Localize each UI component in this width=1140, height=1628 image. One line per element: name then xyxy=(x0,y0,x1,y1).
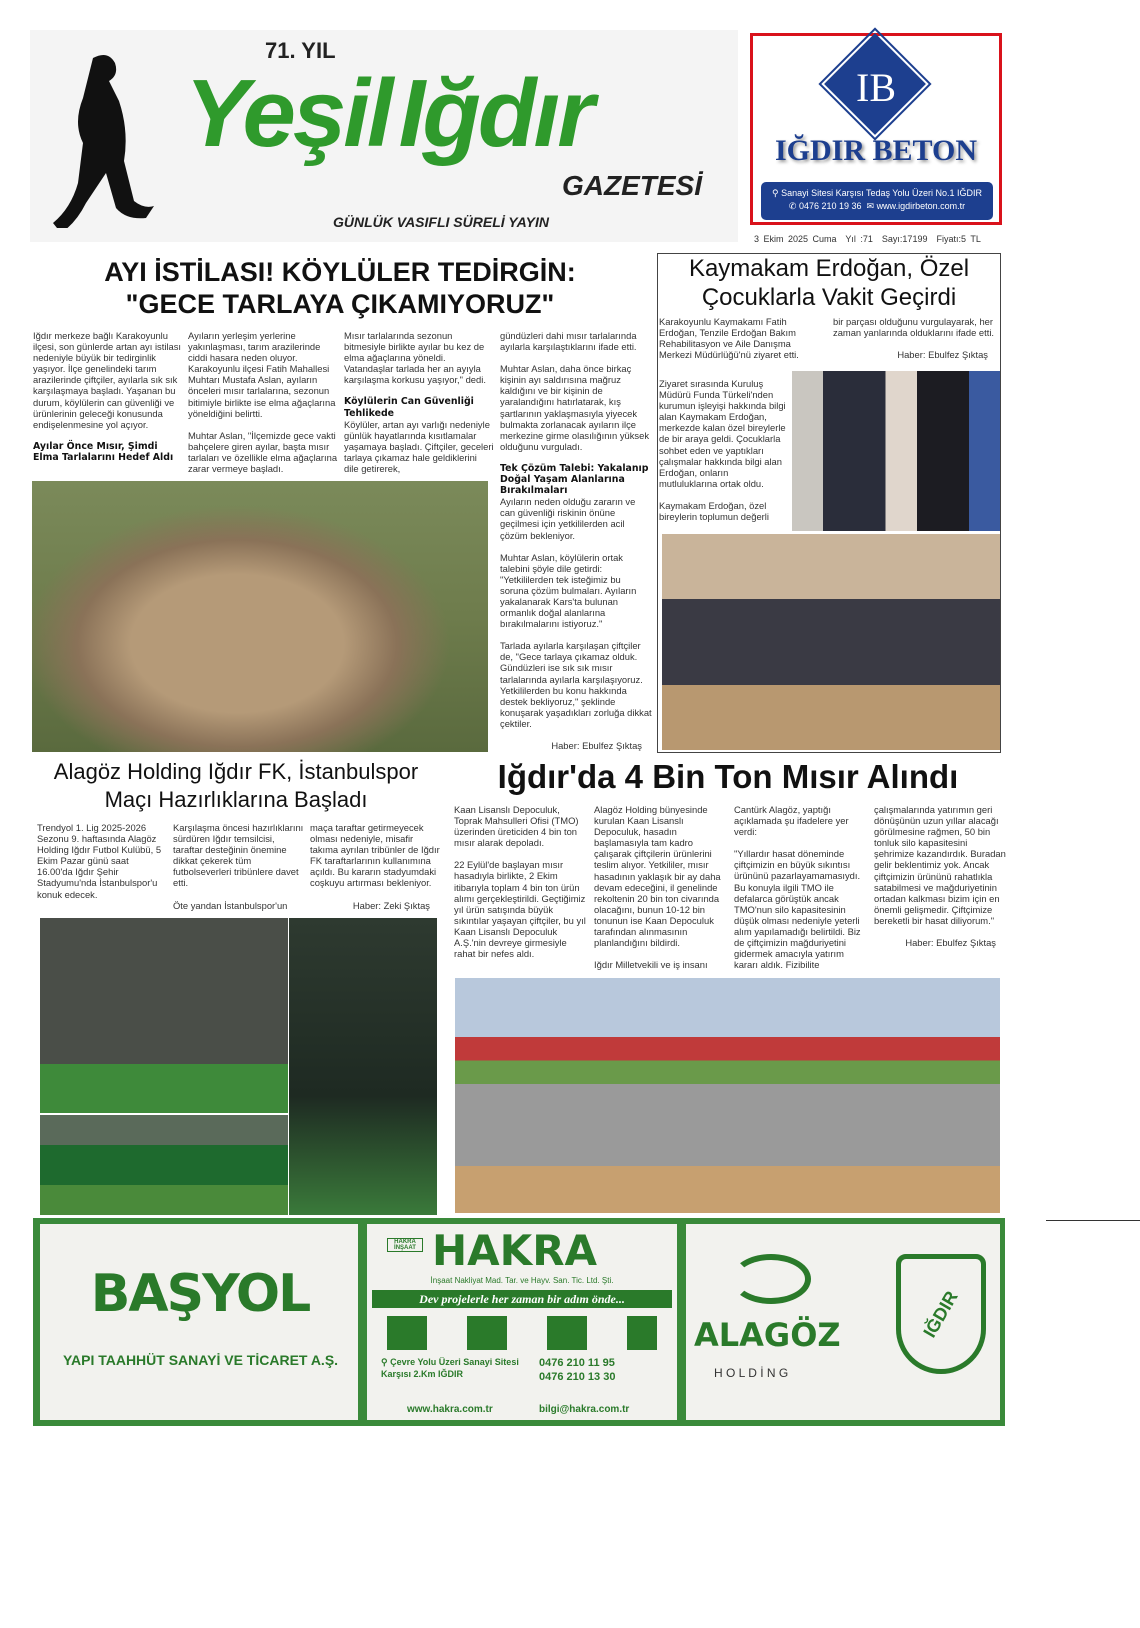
hakra-line: İnşaat Nakliyat Mad. Tar. ve Hayv. San. Tic. Ltd. Şti. xyxy=(430,1276,614,1285)
byline: Haber: Zeki Şıktaş xyxy=(352,899,430,911)
paragraph: Iğdır merkeze bağlı Karakoyunlu ilçesi, son günlerde artan ayı istilası nedeniyle büyük bir tedirginlik yaşıyor. İlçe genelindeki tarım arazilerinde çiftçiler, ayılarla sık sık karşılaşmaya başladı. Yaşanan bu durum, köylülerin can güvenliği ve ürünlerinin geleceği konusunda endişelenmesine yol açıyor. xyxy=(33,330,181,430)
byline: Haber: Ebulfez Şıktaş xyxy=(551,740,642,751)
paragraph: Tarlada ayılarla karşılaşan çiftçiler de, "Gece tarlaya çıkamaz olduk. Gündüzleri ise sık sık mısır tarlalarında ayılarla karşılaşıyoruz. Yetkililerden bu konu hakkında destek bekliyoruz," şeklinde konuşarak yaşadıkları zorluğa dikkat çektiler. xyxy=(500,640,652,729)
alagoz-holding: H O L D İ N G xyxy=(714,1366,789,1380)
paragraph: Trendyol 1. Lig 2025-2026 Sezonu 9. haftasında Alagöz Holding Iğdır Futbol Kulübü, 5 Ekim Pazar günü saat 16.00'da Iğdır Şehir Stadyumu'nda İstanbulspor'u konuk edecek. xyxy=(37,822,162,900)
football-column-3 xyxy=(310,822,440,922)
kaymakam-column-3 xyxy=(659,378,789,533)
bear-photo xyxy=(32,481,488,752)
corn-column-4 xyxy=(874,804,1006,959)
paragraph: 22 Eylül'de başlayan mısır hasadıyla birlikte, 2 Ekim itibarıyla toplam 4 bin ton ürün alımı gerçekleştirildi. Geçtiğimiz yıl ürün satışında büyük sıkıntılar yaşayan çiftçiler, bu yıl Kaan Lisanslı Depoculuk A.Ş.'nin devreye girmesiyle rahat bir nefes aldı. xyxy=(454,859,586,960)
paragraph: Mısır tarlalarında sezonun bitmesiyle birlikte ayılar bu kez de elma ağaçlarına yöneldi. Vatandaşlar tarlada her an ayıyla karşılaşma korkusu yaşıyor," dedi. xyxy=(344,330,486,386)
divider-line xyxy=(1046,1220,1140,1221)
paragraph: maça taraftar getirmeyecek olması nedeniyle, misafir takıma ayrılan tribünler de Iğdır FK taraftarlarının kullanımına açıldı. Bu kararın stadyumdaki coşkuyu artırması bekleniyor. xyxy=(310,822,440,889)
newspaper-logo xyxy=(185,60,592,167)
kaymakam-photo-1 xyxy=(792,371,1000,531)
paragraph: Köylüler, artan ayı varlığı nedeniyle günlük hayatlarında kısıtlamalar yaşamaya başladı. Çiftçiler, geceleri tarlaya çıkamaz hale geldiklerini dile getirerek, xyxy=(344,418,494,475)
hakra-slogan: Dev projelerle her zaman bir adım önde... xyxy=(372,1290,672,1308)
bear-headline-line2: "GECE TARLAYA ÇIKAMIYORUZ" xyxy=(125,289,555,319)
paragraph: gündüzleri dahi mısır tarlalarında ayılarla karşılaştıklarını ifade etti. xyxy=(500,330,637,353)
hakra-ad[interactable] xyxy=(367,1224,677,1420)
bear-column-3 xyxy=(344,330,494,485)
kaymakam-headline xyxy=(657,254,1001,312)
ib-monogram: IB xyxy=(856,65,896,110)
paragraph: Ayıların neden olduğu zararın ve can güvenliği riskinin önüne geçilmesi için yetkililerden acil çözüm bekleniyor. xyxy=(500,496,636,541)
hakra-email[interactable]: bilgi@hakra.com.tr xyxy=(539,1404,630,1415)
gazetesi-label: GAZETESİ xyxy=(562,170,703,201)
kaymakam-headline-line1: Kaymakam Erdoğan, Özel xyxy=(688,255,970,282)
igdir-beton-ad[interactable] xyxy=(750,33,1002,225)
corn-column-1 xyxy=(454,804,589,970)
football-headline xyxy=(30,758,442,814)
corn-column-2 xyxy=(594,804,729,981)
paragraph: çalışmalarında yatırımın geri dönüşünün uzun yıllar alacağı görülmesine rağmen, 50 bin tonluk silo kapasitesini şehrimize kazandırdık. Buradan gelir beklentimiz yok. Ancak çiftçimizin ürününü rahatlıkla satabilmesi ve mağduriyetinin ortadan kalkması bizim için en önemli gelişmedir. Çiftçimize bereketli bir hasat diliyorum." xyxy=(874,804,1006,926)
football-headline-line1: Alagöz Holding Iğdır FK, İstanbulspor xyxy=(53,759,419,784)
paragraph: Öte yandan İstanbulspor'un xyxy=(173,899,288,911)
subheading: Köylülerin Can Güvenliği Tehlikede xyxy=(344,396,474,419)
ad-company-name: IĞDIR BETON xyxy=(774,134,977,167)
alagoz-ad[interactable] xyxy=(686,1224,1000,1420)
road-blocks-graphic xyxy=(387,1316,657,1350)
corn-headline: Iğdır'da 4 Bin Ton Mısır Alındı xyxy=(497,758,959,795)
hakra-phone-2: 0476 210 13 30 xyxy=(539,1371,616,1383)
bear-headline-line1: AYI İSTİLASI! KÖYLÜLER TEDİRGİN: xyxy=(104,257,576,287)
club-crest-label: IĞDIR xyxy=(919,1287,962,1341)
team-training-photo xyxy=(40,1115,288,1215)
bear-headline xyxy=(30,256,650,320)
issue-year: Yıl :71 xyxy=(845,234,873,244)
paragraph: Kaan Lisanslı Depoculuk, Toprak Mahsulleri Ofisi (TMO) üzerinden üreticiden 4 bin ton mısır alarak depoladı. xyxy=(454,804,579,849)
bear-column-2 xyxy=(188,330,338,485)
basyol-subtitle: YAPI TAAHHÜT SANAYİ VE TİCARET A.Ş. xyxy=(62,1352,339,1368)
hakra-badge: HAKRA İNŞAAT xyxy=(387,1238,423,1252)
paragraph: Karakoyunlu Kaymakamı Fatih Erdoğan, Tenzile Erdoğan Bakım Rehabilitasyon ve Aile Danışma Merkezi Müdürlüğü'nü ziyaret etti. xyxy=(659,316,799,361)
paragraph: Ayıların yerleşim yerlerine yakınlaşması, tarım arazilerinde ciddi hasara neden oluyor. Karakoyunlu ilçesi Fatih Mahallesi Muhtarı Mustafa Aslan, ayıların önceleri mısır tarlalarına, sezonun bitimiyle birlikte ise elma ağaçlarına yöneldiğini belirtti. xyxy=(188,330,336,419)
paragraph: Muhtar Aslan, köylülerin ortak talebini şöyle dile getirdi: "Yetkililerden tek isteğimiz bu soruna çözüm bulmaları. Ayıların yakalanarak Kars'ta bulunan ormanlık doğal alanlarına bırakılmalarını istiyoruz." xyxy=(500,551,637,630)
issue-number: Sayı:17199 xyxy=(881,234,928,244)
paragraph: "Yıllardır hasat döneminde çiftçimizin en büyük sıkıntısı ürününü pazarlayamamasıydı. Bu konuyla ilgili TMO ile defalarca görüştük ancak TMO'nun silo kapasitesinin düşük olması nedeniyle yeterli alım yapılamadığı belirtildi. Biz de çiftçimizin mağduriyetini gidermek amacıyla yatırım kararı aldık. Fizibilite xyxy=(734,848,861,971)
paragraph: Muhtar Aslan, "İlçemizde gece vakti bahçelere giren ayılar, başta mısır tarlaları ve özellikle elma ağaçlarına zarar vermeye başladı. xyxy=(188,429,338,475)
anniversary-label: 71. YIL xyxy=(265,38,336,63)
paragraph: Iğdır Milletvekili ve iş insanı xyxy=(594,959,708,971)
paragraph: Karşılaşma öncesi hazırlıklarını sürdüren Iğdır temsilcisi, taraftar desteğinin önemine dikkat çekerek tüm futbolseverleri tribünlere davet etti. xyxy=(173,822,304,889)
byline: Haber: Ebulfez Şıktaş xyxy=(897,349,988,361)
hakra-phone-1: 0476 210 11 95 xyxy=(539,1357,615,1369)
ataturk-silhouette xyxy=(38,48,168,228)
issue-date: 3 Ekim 2025 Cuma xyxy=(754,234,837,244)
paragraph: Alagöz Holding bünyesinde kurulan Kaan Lisanslı Depoculuk, hasadın başlamasıyla tam kadro çalışarak çiftçilerin ürünlerini teslim alıyor. Yetkililer, mısır hasadının yaklaşık bir ay daha devam edeceğini, il genelinde rekoltenin 20 bin ton civarında olacağını, bunun 10-12 bin tonunun ise Kaan Depoculuk tarafından alınmasının planlandığını bildirdi. xyxy=(594,804,721,949)
location-pin-icon: ⚲ xyxy=(381,1357,391,1367)
masthead xyxy=(30,30,738,242)
byline: Haber: Ebulfez Şıktaş xyxy=(905,937,996,949)
phone-icon: ✆ xyxy=(788,201,799,211)
basyol-name: BAŞYOL xyxy=(90,1264,310,1324)
location-pin-icon: ⚲ xyxy=(771,188,782,198)
ad-address: Sanayi Sitesi Karşısı Tedaş Yolu Üzeri No.1 IĞDIR xyxy=(781,188,983,198)
paragraph: Ziyaret sırasında Kuruluş Müdürü Funda Türkeli'nden kurumun işleyişi hakkında bilgi alan Kaymakam Erdoğan, merkezde kalan özel bireylerle de bir araya geldi. Çocuklarla sohbet eden ve yaptıkları çalışmalar hakkında bilgi alan Erdoğan, onların mutluluklarına ortak oldu. xyxy=(659,378,786,489)
logo-part2: Iğdır xyxy=(398,60,592,167)
kaymakam-column-2 xyxy=(833,316,998,371)
hakra-address: ⚲ Çevre Yolu Üzeri Sanayi Sitesi Karşısı 2.Km IĞDIR xyxy=(381,1357,519,1379)
hakra-name: HAKRA xyxy=(432,1226,598,1275)
silo-photo xyxy=(455,978,1000,1213)
hakra-phones xyxy=(539,1356,615,1384)
ad-contact-band xyxy=(761,182,993,220)
football-column-2 xyxy=(173,822,305,922)
issue-info xyxy=(754,234,981,244)
paragraph: Cantürk Alagöz, yaptığı açıklamada şu ifadelere yer verdi: xyxy=(734,804,849,838)
issue-price: Fiyatı:5 TL xyxy=(936,234,981,244)
ad-website[interactable]: www.igdirbeton.com.tr xyxy=(876,201,966,211)
alagoz-swirl-logo xyxy=(731,1254,811,1304)
kaymakam-headline-line2: Çocuklarla Vakit Geçirdi xyxy=(701,284,957,311)
bear-column-4 xyxy=(500,330,652,762)
mail-icon: ✉ xyxy=(866,201,877,211)
kaymakam-column-1 xyxy=(659,316,819,371)
bear-column-1 xyxy=(33,330,181,463)
subheading: Tek Çözüm Talebi: Yakalanıp Doğal Yaşam Alanlarına Bırakılmaları xyxy=(500,462,649,497)
corn-column-3 xyxy=(734,804,869,981)
kaymakam-photo-2 xyxy=(662,534,1000,750)
igdir-fk-crest xyxy=(896,1254,986,1374)
paragraph: Kaymakam Erdoğan, özel bireylerin toplumun değerli xyxy=(659,499,769,523)
logo-part1: Yeşil xyxy=(185,60,391,167)
subheading: Ayılar Önce Mısır, Şimdi Elma Tarlalarını Hedef Aldı xyxy=(33,440,174,463)
goalkeeper-photo xyxy=(40,918,288,1113)
tagline: GÜNLÜK VASIFLI SÜRELİ YAYIN xyxy=(333,214,549,230)
paragraph: bir parçası olduğunu vurgulayarak, her zaman yanlarında olduklarını ifade etti. xyxy=(833,316,995,339)
ad-phone: 0476 210 19 36 xyxy=(798,201,862,211)
coach-photo xyxy=(289,918,437,1215)
alagoz-name: ALAGÖZ xyxy=(694,1316,841,1354)
football-headline-line2: Maçı Hazırlıklarına Başladı xyxy=(104,787,368,812)
basyol-ad[interactable] xyxy=(40,1224,358,1420)
hakra-web[interactable]: www.hakra.com.tr xyxy=(407,1404,493,1415)
paragraph: Muhtar Aslan, daha önce birkaç kişinin ayı saldırısına mağruz kaldığını ve bir kişinin de yaralandığını hatırlatarak, kış şartlarının yaklaşmasıyla yiyecek bulmakta zorlanacak ayıların ilçe merkezine girme olasılığının yüksek olduğunu vurguladı. xyxy=(500,363,650,452)
football-column-1 xyxy=(37,822,165,911)
